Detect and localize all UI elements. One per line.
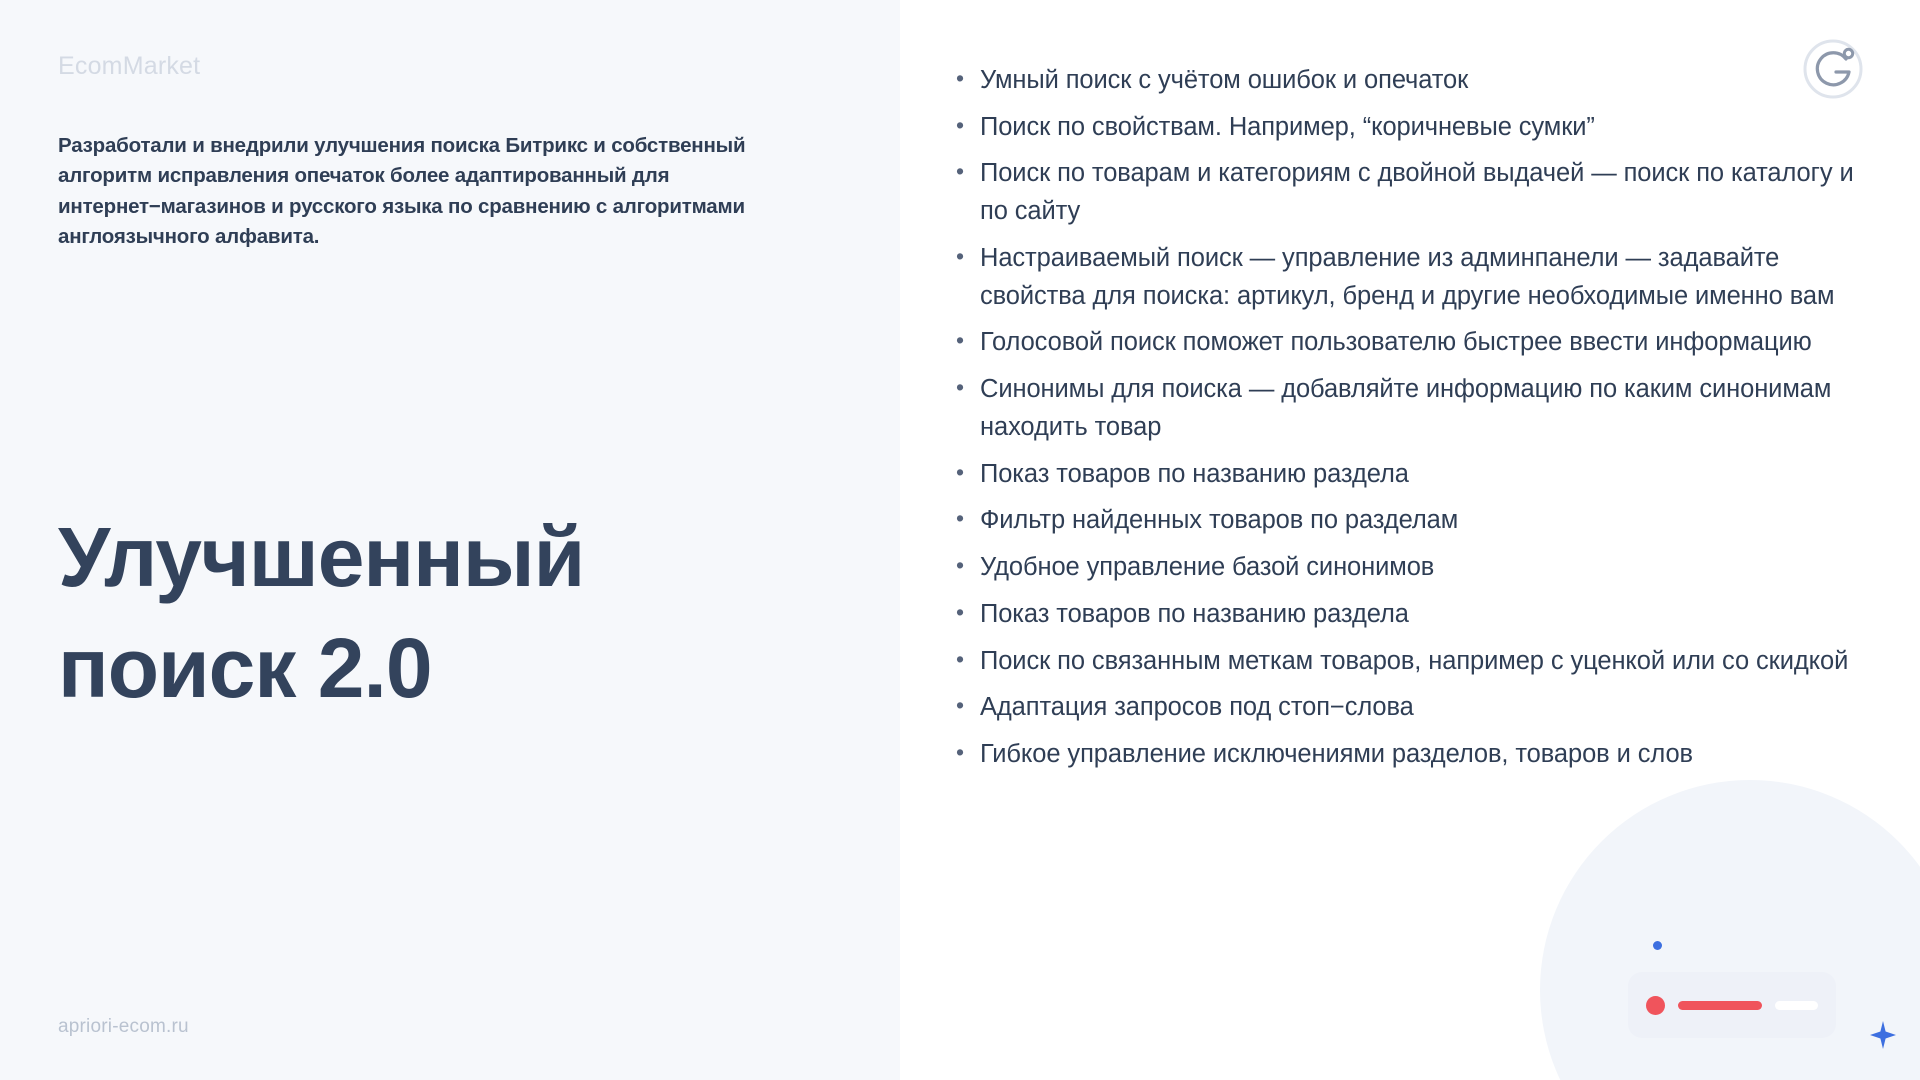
sparkle-icon: [1868, 1020, 1898, 1056]
page-title: [58, 502, 840, 724]
list-item: • Поиск по товарам и категориям с двойной выдачей — поиск по каталогу и по сайту: [948, 155, 1860, 230]
right-panel: [900, 0, 1920, 1080]
list-item: • Показ товаров по названию раздела: [948, 456, 1860, 494]
list-item: • Голосовой поиск поможет пользователю быстрее ввести информацию: [948, 324, 1860, 362]
list-item: • Поиск по связанным меткам товаров, например с уценкой или со скидкой: [948, 643, 1860, 681]
footer-url: apriori-ecom.ru: [58, 1016, 189, 1037]
record-dot-icon: [1646, 996, 1665, 1015]
lead-paragraph: Разработали и внедрили улучшения поиска Битрикс и собственный алгоритм исправления опечаток более адаптированный для интернет−магазинов и русского языка по сравнению с алгоритмами англоязычного алфавита.: [58, 134, 746, 248]
list-item: • Поиск по свойствам. Например, “коричневые сумки”: [948, 109, 1860, 147]
decorative-bar: [1678, 1001, 1762, 1010]
list-item: • Показ товаров по названию раздела: [948, 596, 1860, 634]
list-item: • Адаптация запросов под стоп−слова: [948, 689, 1860, 727]
decorative-card: [1628, 972, 1836, 1038]
brand-label: EcomMarket: [58, 52, 201, 80]
left-panel: [0, 0, 900, 1080]
decorative-dot: [1653, 941, 1662, 950]
list-item: • Фильтр найденных товаров по разделам: [948, 502, 1860, 540]
list-item: • Синонимы для поиска — добавляйте информацию по каким синонимам находить товар: [948, 371, 1860, 446]
list-item: • Гибкое управление исключениями разделов, товаров и слов: [948, 736, 1860, 774]
list-item: • Удобное управление базой синонимов: [948, 549, 1860, 587]
list-item: • Умный поиск с учётом ошибок и опечаток: [948, 62, 1860, 100]
list-item: • Настраиваемый поиск — управление из админпанели — задавайте свойства для поиска: артикул, бренд и другие необходимые именно вам: [948, 240, 1860, 315]
page-title-line-1: Улучшенный: [58, 510, 585, 605]
feature-list: [948, 62, 1860, 774]
decorative-bar-secondary: [1775, 1001, 1818, 1010]
page-title-line-2: поиск 2.0: [58, 621, 432, 716]
